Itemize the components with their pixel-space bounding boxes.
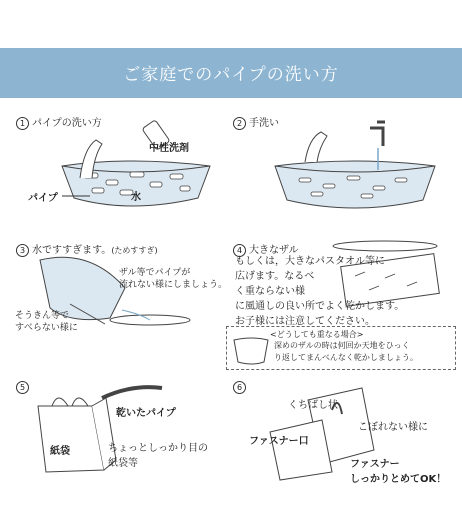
dried-pipe-label: 乾いたパイプ: [116, 408, 176, 419]
step4-body: もしくは，大きなパスタオル等に 広げます。なるべ く重ならない様 に風通しの良い所でよく乾かします。 お子様には注意してください。: [235, 256, 405, 327]
colander-icon: [232, 336, 272, 366]
water-label: 水: [131, 192, 141, 203]
step4-heading: 4 大きなザル: [233, 241, 299, 257]
page-title: ご家庭でのパイプの洗い方: [123, 65, 339, 85]
step5-illustration: [32, 380, 172, 490]
step3-text1: ザル等でパイプが 流れない様にしましょう。: [119, 268, 228, 290]
step3-heading: 3 水ですすぎます。(ためすすぎ): [16, 241, 158, 257]
step3-text2: そうきん等で すべらない様に: [15, 311, 78, 333]
step5-number: 5: [16, 381, 29, 394]
kuchibashi-label: くちばし状: [288, 400, 338, 411]
title-banner: [0, 48, 462, 98]
step2-heading: 2 手洗い: [233, 114, 279, 130]
bag-label: 紙袋: [50, 446, 70, 457]
pipe-label: パイプ: [28, 193, 58, 204]
step6-heading: [233, 381, 249, 394]
nospill-label: こぼれない様に: [358, 422, 428, 433]
close-label: ファスナー しっかりとめてOK！: [350, 459, 447, 485]
step2-illustration: [275, 118, 445, 228]
fastener-label: ファスナー口: [249, 436, 309, 447]
step5-heading: [16, 381, 32, 394]
step1-heading: 1 パイプの洗い方: [16, 114, 102, 130]
step6-number: 6: [233, 381, 246, 394]
step2-number: 2: [233, 117, 246, 130]
step3-number: 3: [16, 244, 29, 257]
step4-box-title: <どうしても重なる場合>: [270, 330, 364, 339]
step1-illustration: [20, 118, 230, 228]
step5-note: ちょっとしっかり目の 紙袋等: [108, 443, 208, 469]
step1-number: 1: [16, 117, 29, 130]
detergent-label: 中性洗剤: [149, 143, 189, 154]
step4-number: 4: [233, 244, 246, 257]
pipe-pointer: [62, 195, 92, 199]
step4-box-text: 深めのザルの時は何回か天地をひっく り返してまんべんなく乾かしましょう。: [274, 341, 418, 362]
